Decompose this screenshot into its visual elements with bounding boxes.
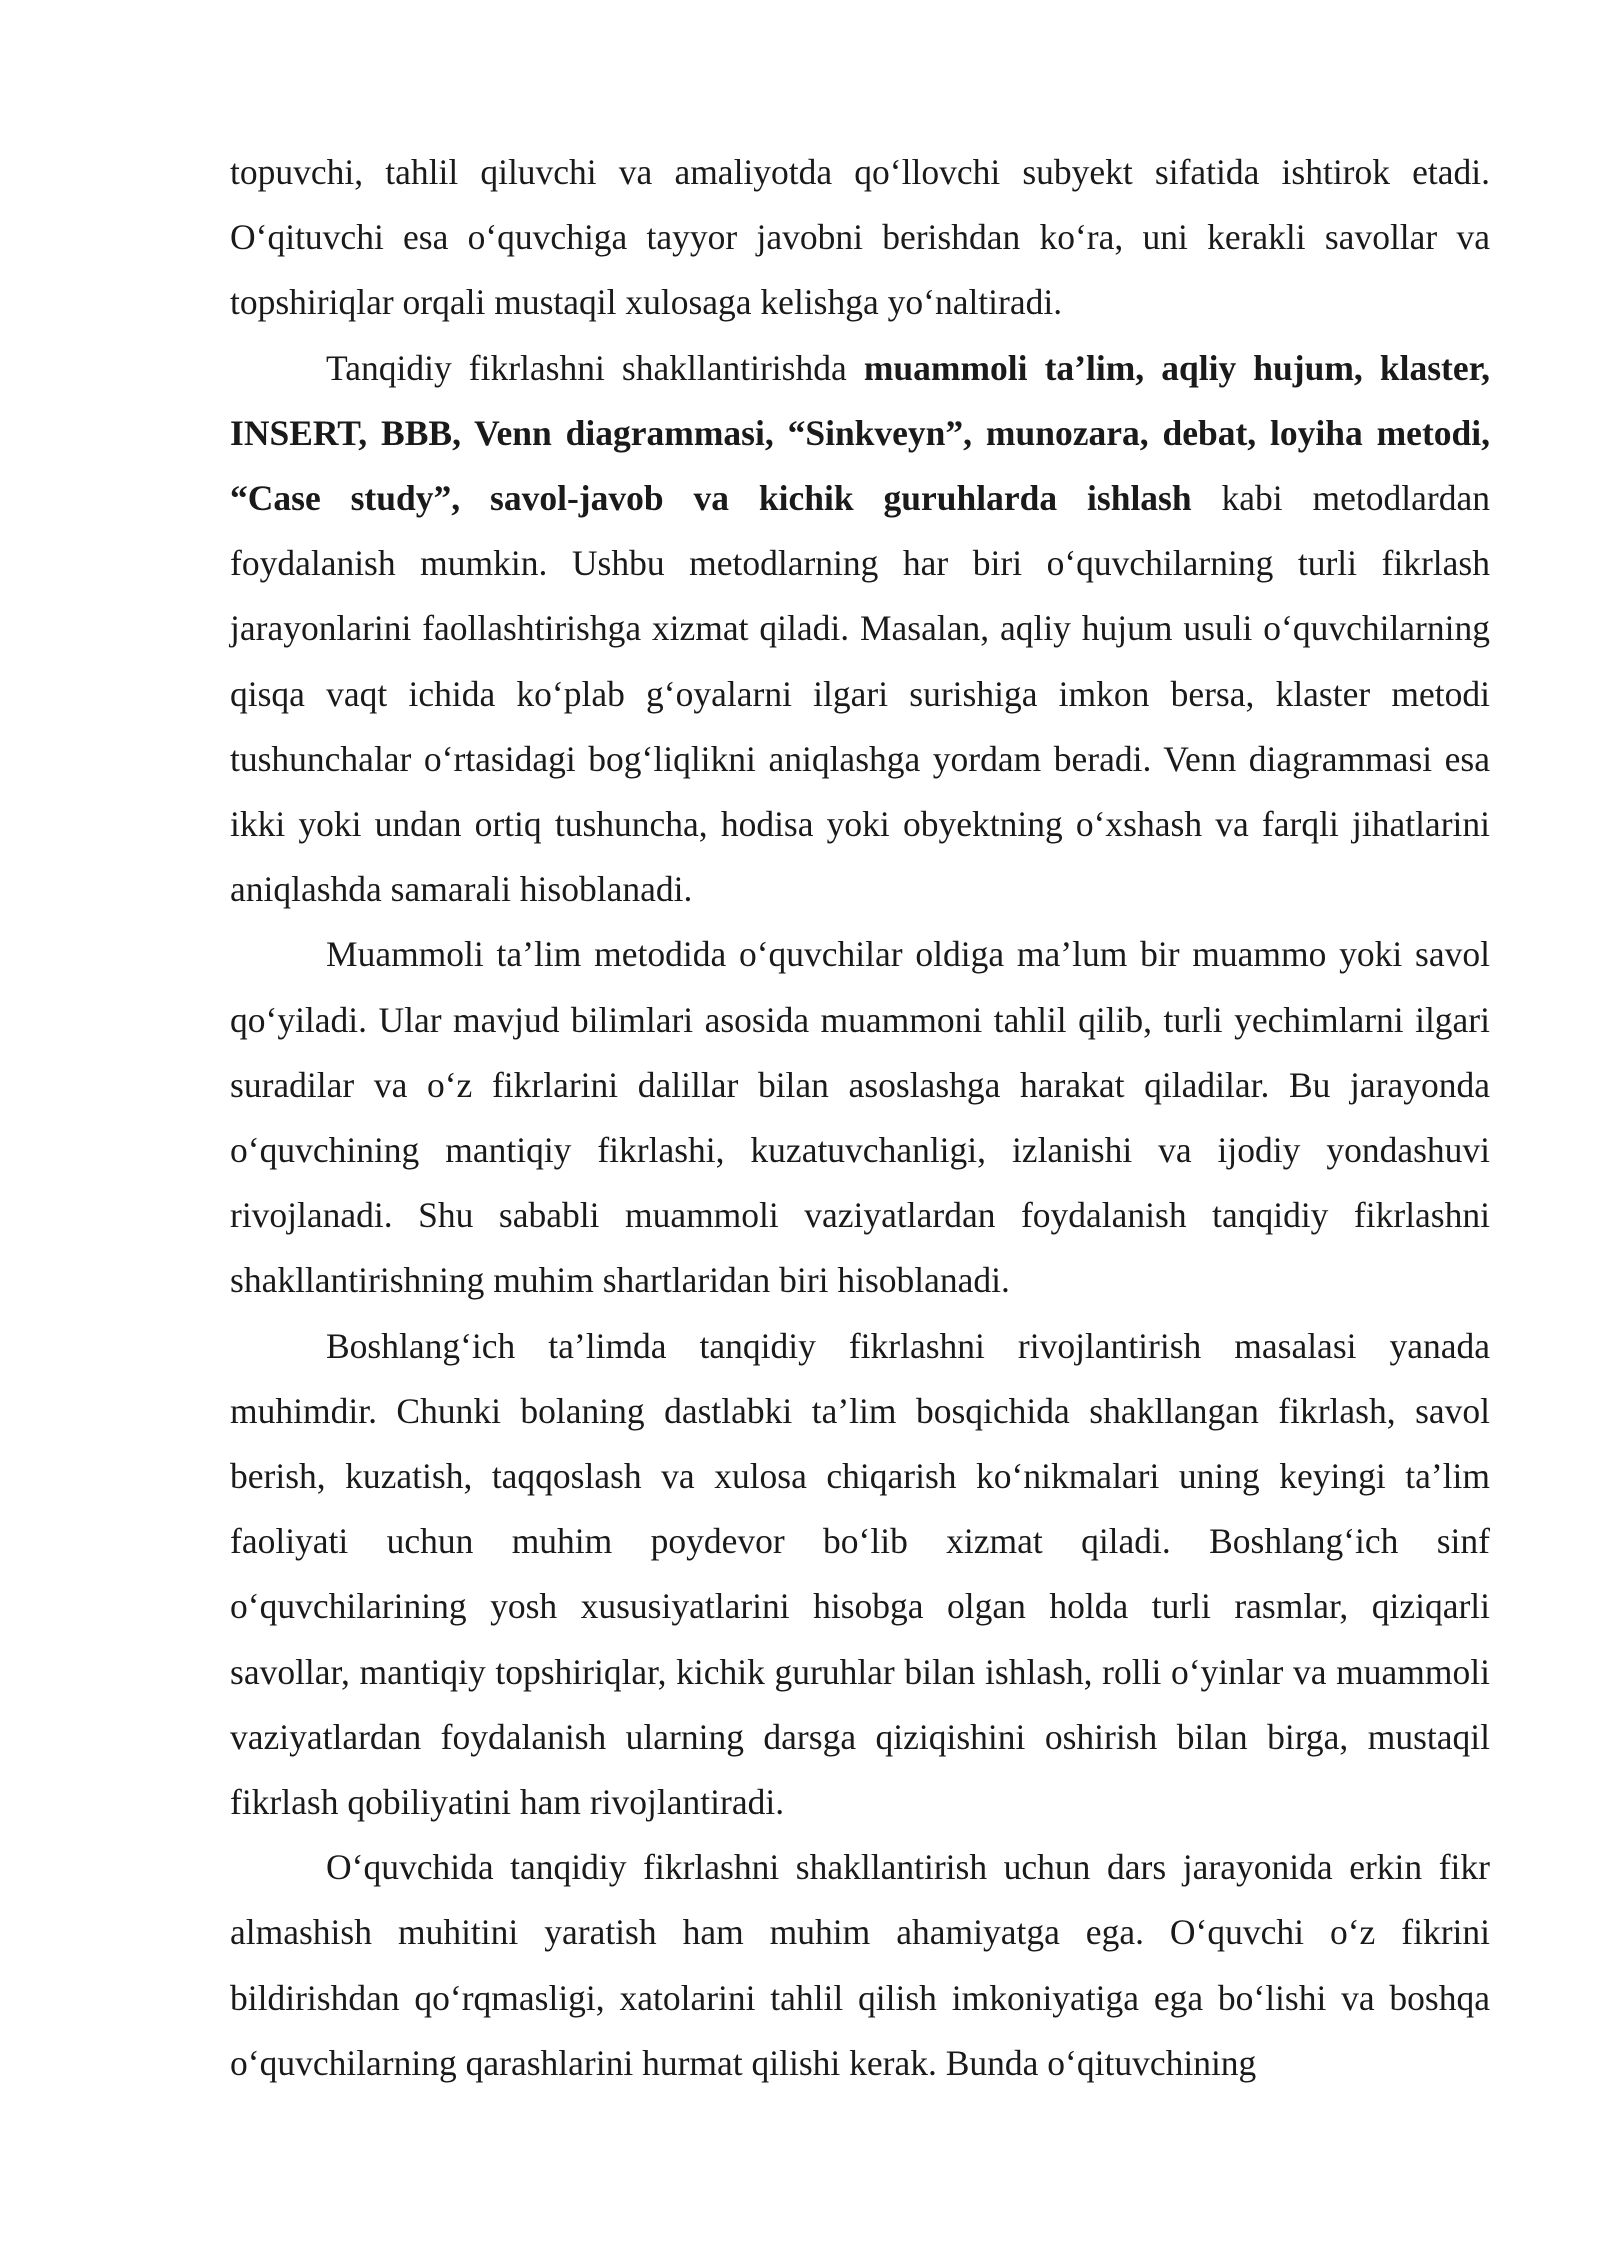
- paragraph-4: [230, 1314, 1490, 1836]
- paragraph-5: [230, 1835, 1490, 2096]
- paragraph-text: Muammoli ta’lim metodida o‘quvchilar oldiga ma’lum bir muammo yoki savol qo‘yiladi. Ular mavjud bilimlari asosida muammoni tahlil qilib, turli yechimlarni ilgari suradilar va o‘z fikrlarini dalillar bilan asoslashga harakat qiladilar. Bu jarayonda o‘quvchining mantiqiy fikrlashi, kuzatuvchanligi, izlanishi va ijodiy yondashuvi rivojlanadi. Shu sababli muammoli vaziyatlardan foydalanish tanqidiy fikrlashni shakllantirishning muhim shartlaridan biri hisoblanadi.: [230, 934, 1490, 1301]
- paragraph-1: [230, 140, 1490, 336]
- paragraph-text: topuvchi, tahlil qiluvchi va amaliyotda qo‘llovchi subyekt sifatida ishtirok etadi. O‘qituvchi esa o‘quvchiga tayyor javobni berishdan ko‘ra, uni kerakli savollar va topshiriqlar orqali mustaqil xulosaga kelishga yo‘naltiradi.: [230, 152, 1490, 323]
- paragraph-text: kabi metodlardan foydalanish mumkin. Ushbu metodlarning har biri o‘quvchilarning turli fikrlash jarayonlarini faollashtirishga xizmat qiladi. Masalan, aqliy hujum usuli o‘quvchilarning qisqa vaqt ichida ko‘plab g‘oyalarni ilgari surishiga imkon bersa, klaster metodi tushunchalar o‘rtasidagi bog‘liqlikni aniqlashga yordam beradi. Venn diagrammasi esa ikki yoki undan ortiq tushuncha, hodisa yoki obyektning o‘xshash va farqli jihatlarini aniqlashda samarali hisoblanadi.: [230, 478, 1490, 910]
- paragraph-text: O‘quvchida tanqidiy fikrlashni shakllantirish uchun dars jarayonida erkin fikr almashish muhitini yaratish ham muhim ahamiyatga ega. O‘quvchi o‘z fikrini bildirishdan qo‘rqmasligi, xatolarini tahlil qilish imkoniyatiga ega bo‘lishi va boshqa o‘quvchilarning qarashlarini hurmat qilishi kerak. Bunda o‘qituvchining: [230, 1847, 1490, 2083]
- paragraph-2: [230, 336, 1490, 923]
- paragraph-text: Tanqidiy fikrlashni shakllantirishda: [326, 347, 864, 388]
- methods-list-bold: muammoli ta’lim, aqliy hujum, klaster, INSERT, BBB, Venn diagrammasi, “Sinkveyn”, munozara, debat, loyiha metodi, “Case study”, savol-javob va kichik guruhlarda ishlash: [230, 347, 1491, 519]
- paragraph-3: [230, 922, 1490, 1313]
- body-text: [230, 140, 1490, 2096]
- paragraph-text: Boshlang‘ich ta’limda tanqidiy fikrlashni rivojlantirish masalasi yanada muhimdir. Chunki bolaning dastlabki ta’lim bosqichida shakllangan fikrlash, savol berish, kuzatish, taqqoslash va xulosa chiqarish ko‘nikmalari uning keyingi ta’lim faoliyati uchun muhim poydevor bo‘lib xizmat qiladi. Boshlang‘ich sinf o‘quvchilarining yosh xususiyatlarini hisobga olgan holda turli rasmlar, qiziqarli savollar, mantiqiy topshiriqlar, kichik guruhlar bilan ishlash, rolli o‘yinlar va muammoli vaziyatlardan foydalanish ularning darsga qiziqishini oshirish bilan birga, mustaqil fikrlash qobiliyatini ham rivojlantiradi.: [230, 1325, 1490, 1823]
